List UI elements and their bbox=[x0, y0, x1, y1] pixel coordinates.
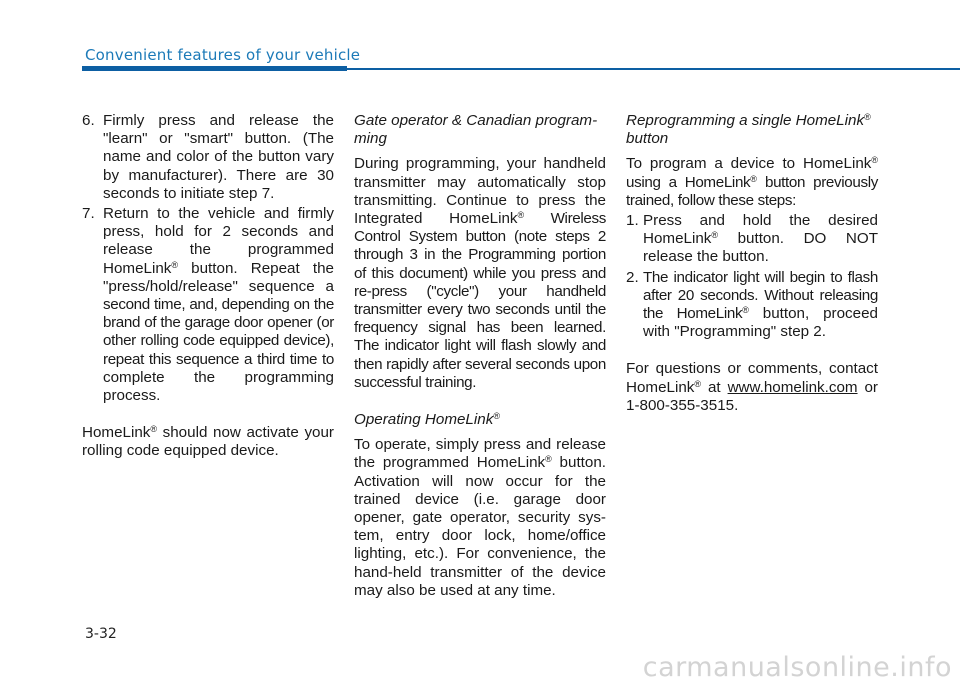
step-number: 6. bbox=[82, 112, 95, 129]
step-6 bbox=[82, 112, 334, 203]
contact-paragraph bbox=[626, 360, 878, 415]
step-text: Return to the vehicle and firmly press, hold for 2 seconds and release the programmed HomeLink bbox=[103, 205, 334, 277]
text: Reprogramming a single HomeLink bbox=[626, 112, 865, 129]
registered-mark: ® bbox=[517, 210, 525, 221]
operating-homelink-heading bbox=[354, 411, 606, 429]
section-title: Convenient features of your vehicle bbox=[85, 46, 361, 64]
operating-homelink-body bbox=[354, 436, 606, 600]
registered-mark: ® bbox=[493, 411, 500, 422]
step-7 bbox=[82, 205, 334, 405]
page-number: 3-32 bbox=[85, 626, 117, 642]
text: button bbox=[626, 130, 669, 148]
step-number: 2. bbox=[626, 268, 639, 286]
column-right bbox=[626, 112, 878, 415]
gate-operator-body bbox=[354, 155, 606, 392]
text: at bbox=[701, 378, 728, 396]
header-rule-thick bbox=[82, 66, 347, 71]
text: or 1-800-355-3515. bbox=[626, 378, 878, 414]
step-text: The indicator light will begin to flash after 20 seconds. Without releasing the HomeLink bbox=[643, 268, 878, 323]
text: should now activate your rolling code equipped device. bbox=[82, 424, 334, 460]
header-rule-thin bbox=[347, 68, 960, 70]
step-text: Press and hold the desired HomeLink bbox=[643, 212, 878, 248]
registered-mark: ® bbox=[711, 230, 719, 241]
step-number: 7. bbox=[82, 205, 95, 223]
registered-mark: ® bbox=[864, 112, 871, 122]
text: button. Activation will now occur for the trained device (i.e. garage door opener, gate operator, security sys-tem, entry door lock, home/office lighting, etc.). For convenience, the hand-held transmitter of the device may also be used at any time. bbox=[354, 454, 606, 599]
text: During programming, your handheld transmitter may automatically stop transmitting. Continue to press the Integrated HomeLink bbox=[354, 155, 606, 228]
registered-mark: ® bbox=[742, 305, 749, 316]
homelink-website-link[interactable]: www.homelink.com bbox=[727, 378, 858, 396]
watermark: carmanualsonline.info bbox=[642, 652, 952, 683]
registered-mark: ® bbox=[694, 378, 702, 389]
column-left bbox=[82, 112, 334, 461]
registered-mark: ® bbox=[171, 259, 179, 270]
text: button previously trained, follow these steps: bbox=[626, 173, 878, 209]
reprogram-step-2 bbox=[626, 269, 878, 342]
column-middle bbox=[354, 112, 606, 600]
text: using a HomeLink bbox=[626, 173, 751, 191]
text: Wireless Control System button (note steps 2 through 3 in the Programming portion of this document) while you press and re-press ("cycle") your handheld transmitter every two seconds until the frequency signal has been learned. The indicator light will flash slowly and then rapidly after several seconds upon successful training. bbox=[354, 210, 606, 391]
reprogram-step-1 bbox=[626, 212, 878, 267]
step-text: second time, and, depending on the brand of the garage door opener (or other rolling code equipped device), repeat this sequence a third time to bbox=[103, 296, 334, 368]
step-text: button. Repeat the "press/hold/release" sequence a bbox=[103, 259, 334, 295]
step-number: 1. bbox=[626, 212, 639, 230]
step-text: complete the programming process. bbox=[103, 368, 334, 405]
registered-mark: ® bbox=[750, 173, 757, 184]
reprogramming-intro bbox=[626, 155, 878, 210]
step-text: button. DO NOT release the button. bbox=[643, 230, 878, 266]
registered-mark: ® bbox=[871, 155, 878, 166]
text: Operating HomeLink bbox=[354, 411, 494, 429]
step-text: Firmly press and release the "learn" or "smart" button. (The name and color of the button vary by manufacturer). There are 30 seconds to initiate step 7. bbox=[103, 112, 334, 202]
registered-mark: ® bbox=[545, 454, 552, 465]
text: HomeLink bbox=[82, 424, 151, 442]
gate-operator-heading: Gate operator & Canadian program-ming bbox=[354, 112, 598, 148]
text: To program a device to HomeLink bbox=[626, 155, 872, 173]
text: For questions or comments, contact HomeLink bbox=[626, 360, 878, 396]
step-text: button, proceed with "Programming" step 2. bbox=[643, 305, 878, 341]
registered-mark: ® bbox=[150, 424, 158, 435]
reprogramming-heading bbox=[626, 112, 878, 148]
closing-paragraph bbox=[82, 424, 334, 460]
text: To operate, simply press and release the programmed HomeLink bbox=[354, 436, 606, 472]
